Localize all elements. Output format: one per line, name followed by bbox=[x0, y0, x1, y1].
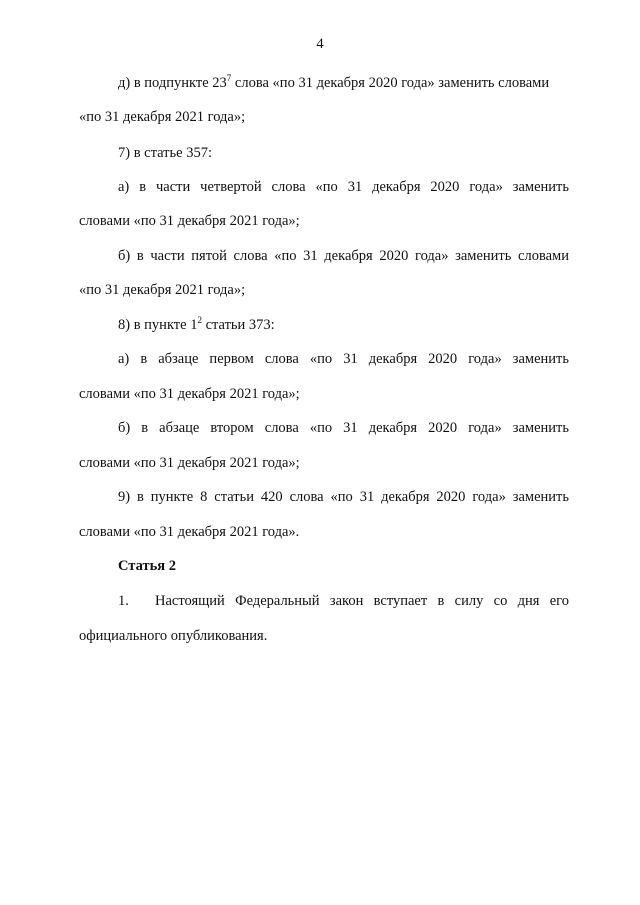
item-7a-line-1: а) в части четвертой слова «по 31 декабря 2020 года» заменить bbox=[118, 179, 569, 195]
paragraph-d-line-1 bbox=[118, 74, 549, 92]
item-7b-line-1: б) в части пятой слова «по 31 декабря 2020 года» заменить словами bbox=[118, 248, 569, 264]
text-segment: д) в подпункте 23 bbox=[118, 75, 227, 91]
item-7: 7) в статье 357: bbox=[118, 145, 212, 161]
text-segment: 8) в пункте 1 bbox=[118, 317, 198, 333]
article-heading: Статья 2 bbox=[118, 558, 176, 574]
item-8b-line-2: словами «по 31 декабря 2021 года»; bbox=[79, 455, 300, 471]
item-7a-line-2: словами «по 31 декабря 2021 года»; bbox=[79, 213, 300, 229]
item-7b-line-2: «по 31 декабря 2021 года»; bbox=[79, 282, 246, 298]
superscript: 2 bbox=[197, 315, 202, 325]
superscript: 7 bbox=[226, 73, 232, 83]
text-segment: статьи 373: bbox=[201, 317, 275, 333]
text-segment: слова «по 31 декабря 2020 года» заменить словами bbox=[231, 75, 550, 91]
item-8a-line-1: а) в абзаце первом слова «по 31 декабря 2020 года» заменить bbox=[118, 351, 569, 367]
page-number: 4 bbox=[316, 36, 324, 52]
item-9-line-2: словами «по 31 декабря 2021 года». bbox=[79, 524, 300, 540]
item-9-line-1: 9) в пункте 8 статьи 420 слова «по 31 декабря 2020 года» заменить bbox=[118, 489, 569, 505]
item-8b-line-1: б) в абзаце втором слова «по 31 декабря 2020 года» заменить bbox=[118, 420, 569, 436]
point-1-line-2: официального опубликования. bbox=[79, 628, 268, 644]
point-number: 1. bbox=[118, 593, 129, 609]
point-1-line-1: Настоящий Федеральный закон вступает в силу со дня его bbox=[155, 593, 569, 609]
item-8a-line-2: словами «по 31 декабря 2021 года»; bbox=[79, 386, 300, 402]
item-8 bbox=[118, 316, 275, 334]
paragraph-d-line-2: «по 31 декабря 2021 года»; bbox=[79, 109, 246, 125]
